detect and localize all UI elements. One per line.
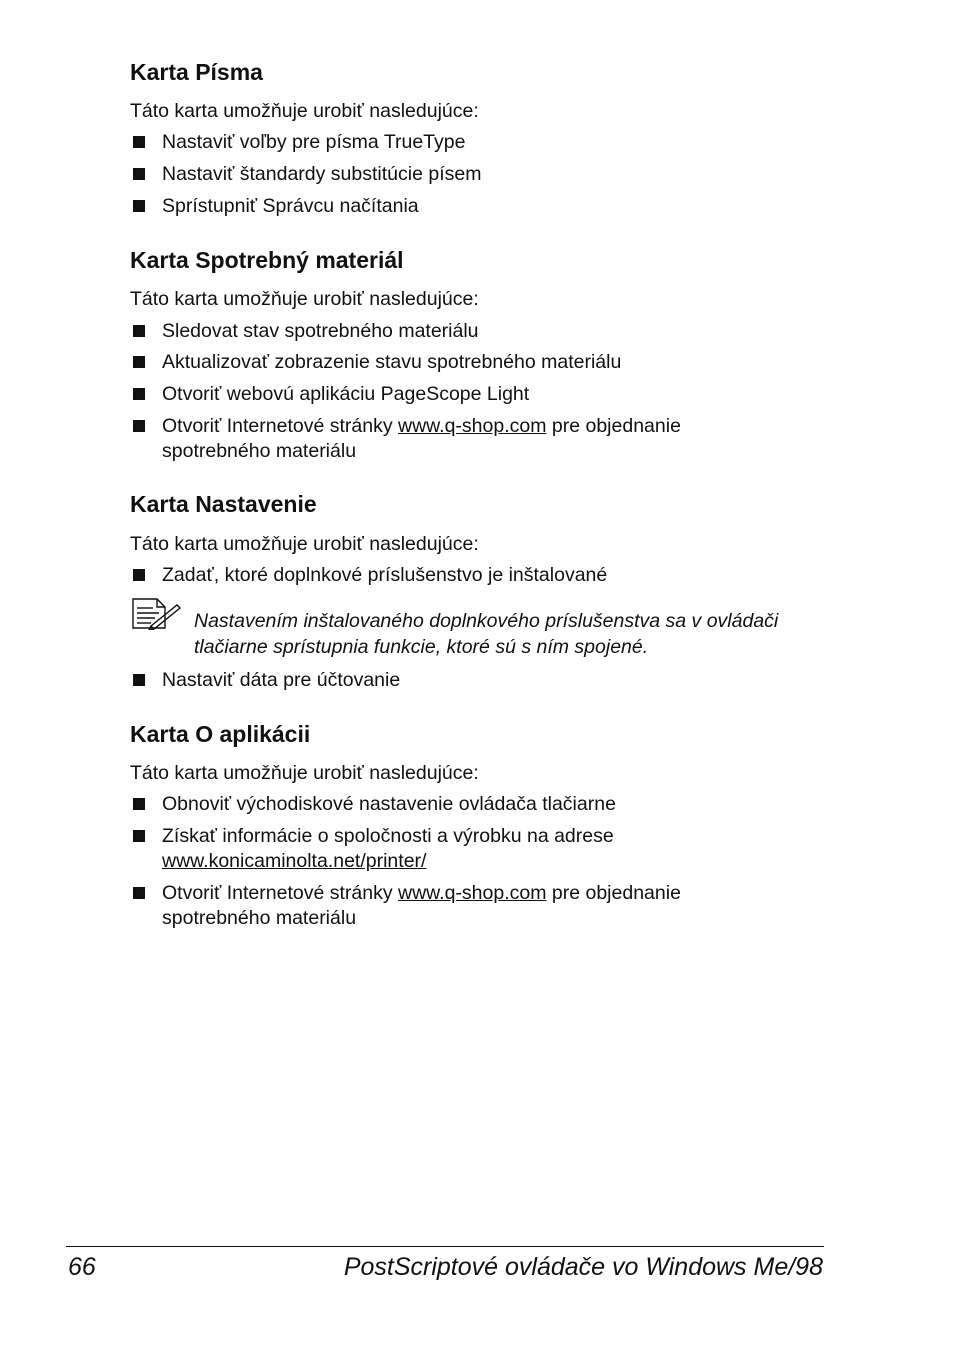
shop-item-text-before: Otvoriť Internetové stránky — [162, 882, 398, 904]
bullet-square-icon — [133, 569, 145, 581]
bullet-square-icon — [133, 356, 145, 368]
bullet-square-icon — [133, 887, 145, 899]
footer-divider — [66, 1246, 824, 1247]
section-intro: Táto karta umožňuje urobiť nasledujúce: — [130, 288, 479, 310]
bullet-square-icon — [133, 388, 145, 400]
bullet-square-icon — [133, 325, 145, 337]
shop-item-text-after: pre objednanie — [546, 882, 681, 904]
section-title-supplies: Karta Spotrebný materiál — [130, 247, 404, 273]
list-item-info: Získať informácie o spoločnosti a výrobku na adrese — [162, 825, 614, 847]
bullet-square-icon — [133, 674, 145, 686]
footer-title: PostScriptové ovládače vo Windows Me/98 — [343, 1253, 823, 1281]
page-number: 66 — [68, 1253, 96, 1281]
list-item: Zadať, ktoré doplnkové príslušenstvo je inštalované — [162, 564, 608, 586]
list-item: Otvoriť webovú aplikáciu PageScope Light — [162, 383, 530, 405]
shop-item-text-after: pre objednanie — [546, 415, 681, 437]
section-intro: Táto karta umožňuje urobiť nasledujúce: — [130, 762, 479, 784]
bullet-square-icon — [133, 200, 145, 212]
bullet-square-icon — [133, 830, 145, 842]
list-item: Obnoviť východiskové nastavenie ovládača tlačiarne — [162, 793, 616, 815]
list-item: Sprístupniť Správcu načítania — [162, 195, 419, 217]
list-item-continuation: spotrebného materiálu — [162, 440, 357, 462]
bullet-square-icon — [133, 420, 145, 432]
section-intro: Táto karta umožňuje urobiť nasledujúce: — [130, 100, 479, 122]
note-text — [194, 608, 778, 660]
bullet-square-icon — [133, 798, 145, 810]
list-item-shop — [162, 414, 681, 439]
list-item: Nastaviť štandardy substitúcie písem — [162, 163, 482, 185]
section-intro: Táto karta umožňuje urobiť nasledujúce: — [130, 533, 479, 555]
note-pencil-icon — [131, 598, 181, 630]
note-line-2: tlačiarne sprístupnia funkcie, ktoré sú s ním spojené. — [194, 636, 649, 658]
shop-item-text-before: Otvoriť Internetové stránky — [162, 415, 398, 437]
section-title-about: Karta O aplikácii — [130, 721, 311, 747]
section-title-fonts: Karta Písma — [130, 59, 263, 85]
note-line-1: Nastavením inštalovaného doplnkového príslušenstva sa v ovládači — [194, 610, 779, 632]
q-shop-link[interactable]: www.q-shop.com — [398, 882, 547, 904]
list-item-shop — [162, 881, 681, 906]
bullet-square-icon — [133, 168, 145, 180]
section-title-settings: Karta Nastavenie — [130, 491, 317, 517]
list-item-continuation: spotrebného materiálu — [162, 907, 357, 929]
list-item-continuation — [162, 849, 426, 874]
list-item: Sledovat stav spotrebného materiálu — [162, 320, 479, 342]
list-item: Nastaviť dáta pre účtovanie — [162, 669, 401, 691]
list-item: Aktualizovať zobrazenie stavu spotrebného materiálu — [162, 351, 622, 373]
q-shop-link[interactable]: www.q-shop.com — [398, 415, 547, 437]
list-item: Nastaviť voľby pre písma TrueType — [162, 131, 466, 153]
konicaminolta-link[interactable]: www.konicaminolta.net/printer/ — [162, 850, 427, 872]
bullet-square-icon — [133, 136, 145, 148]
